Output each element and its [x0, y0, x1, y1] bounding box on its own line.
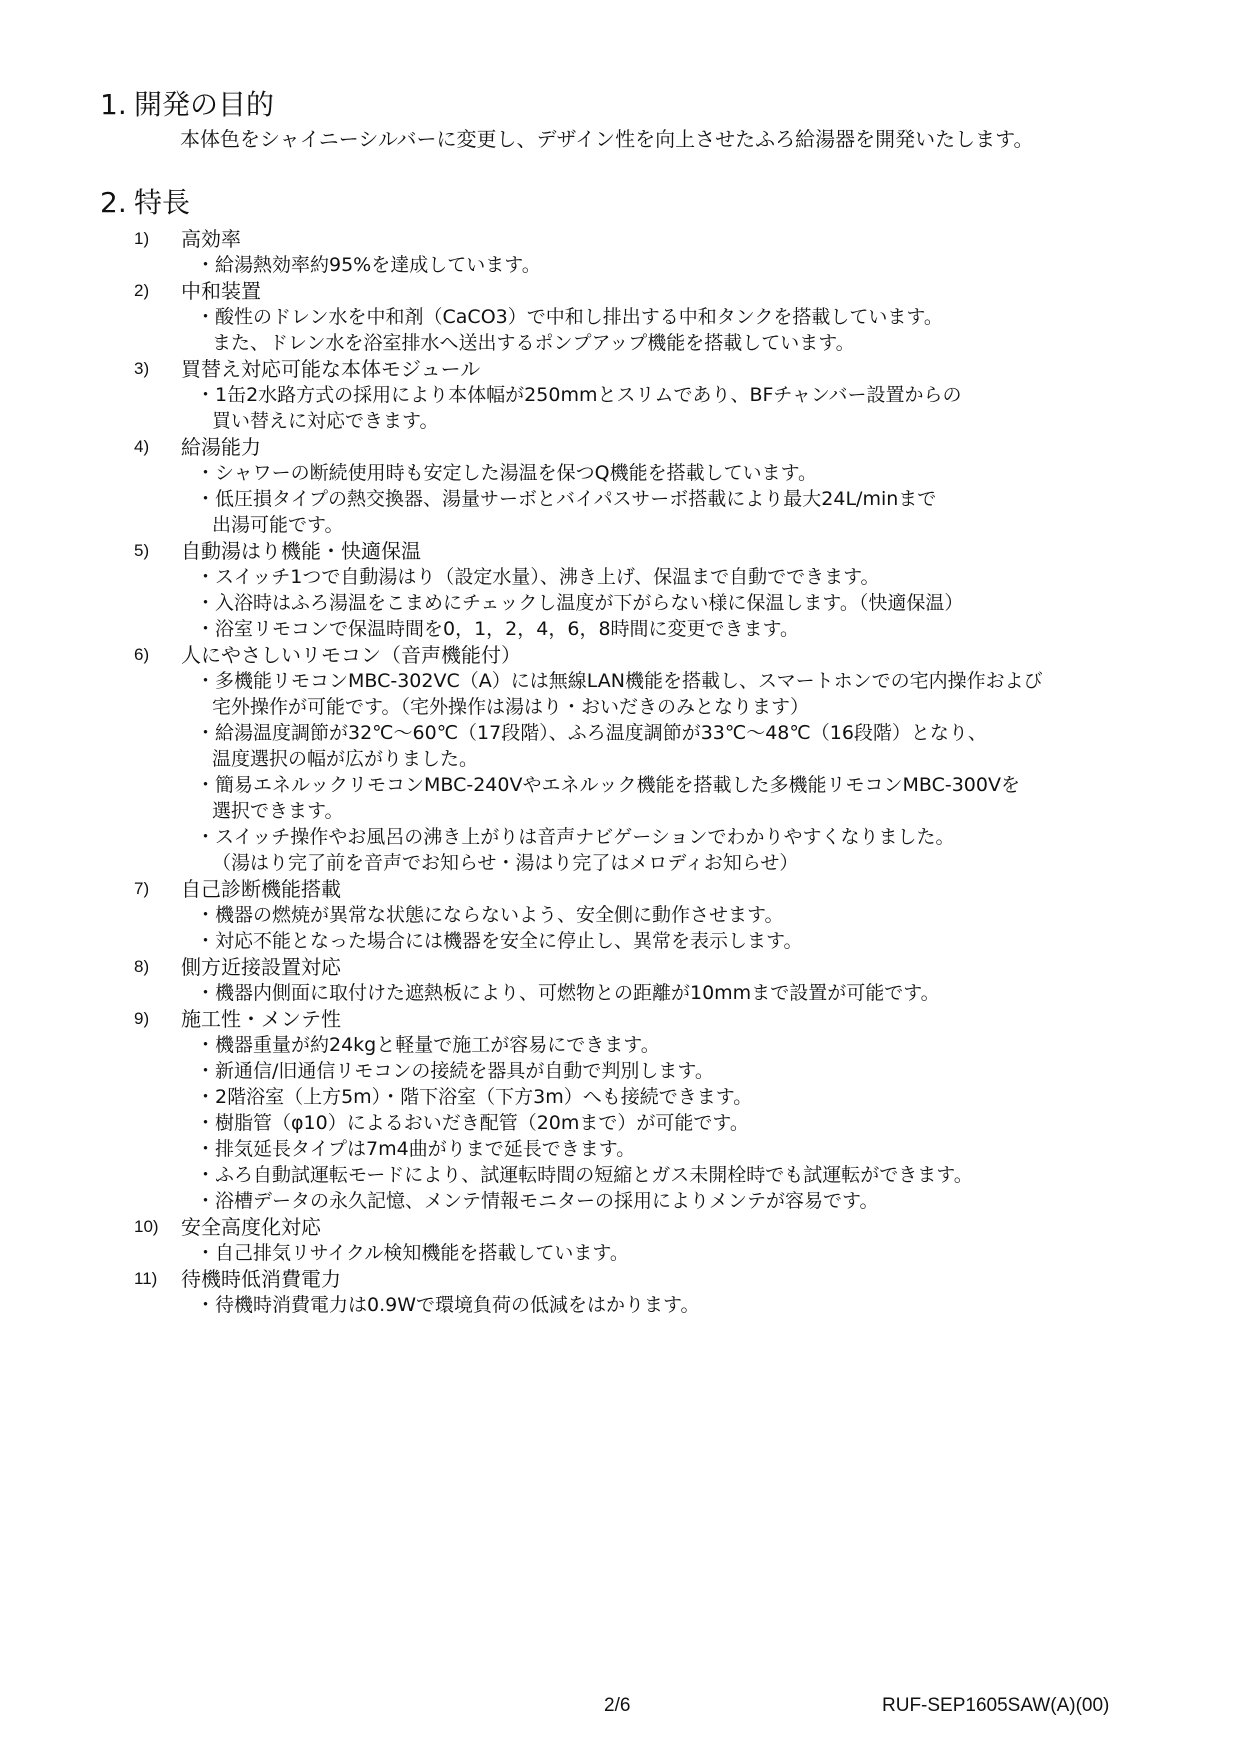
feature-bullet: ・酸性のドレン水を中和剤（CaCO3）で中和し排出する中和タンクを搭載しています。	[196, 306, 943, 328]
feature-number: 2)	[134, 281, 150, 300]
feature-number: 6)	[134, 645, 150, 664]
feature-title: 待機時低消費電力	[181, 1267, 341, 1291]
section-title: 開発の目的	[134, 88, 275, 121]
feature-number: 5)	[134, 541, 150, 560]
feature-title: 高効率	[181, 227, 241, 251]
feature-bullet: ・機器内側面に取付けた遮熱板により、可燃物との距離が10mmまで設置が可能です。	[196, 982, 940, 1004]
feature-title: 側方近接設置対応	[181, 955, 341, 979]
feature-bullet: ・給湯温度調節が32℃～60℃（17段階）、ふろ温度調節が33℃～48℃（16段階）となり、	[196, 722, 987, 744]
feature-bullet: ・浴室リモコンで保温時間を0，1，2，4，6，8時間に変更できます。	[196, 618, 800, 640]
feature-bullet: ・給湯熱効率約95%を達成しています。	[196, 254, 541, 276]
purpose-text: 本体色をシャイニーシルバーに変更し、デザイン性を向上させたふろ給湯器を開発いたします。	[180, 127, 1034, 151]
feature-number: 4)	[134, 437, 150, 456]
feature-number: 3)	[134, 359, 150, 378]
feature-bullet: ・簡易エネルックリモコンMBC-240Vやエネルック機能を搭載した多機能リモコンMBC-300Vを	[196, 774, 1020, 796]
section-number: 1.	[100, 88, 127, 121]
feature-bullet-continuation: 温度選択の幅が広がりました。	[212, 748, 479, 770]
feature-bullet: ・浴槽データの永久記憶、メンテ情報モニターの採用によりメンテが容易です。	[196, 1190, 879, 1212]
feature-bullet-continuation: （湯はり完了前を音声でお知らせ・湯はり完了はメロディお知らせ）	[212, 852, 799, 874]
feature-bullet: ・スイッチ1つで自動湯はり（設定水量）、沸き上げ、保温まで自動でできます。	[196, 566, 880, 588]
feature-title: 自動湯はり機能・快適保温	[181, 539, 421, 563]
feature-number: 8)	[134, 957, 150, 976]
feature-bullet: ・自己排気リサイクル検知機能を搭載しています。	[196, 1242, 629, 1264]
feature-number: 7)	[134, 879, 150, 898]
feature-bullet: ・新通信/旧通信リモコンの接続を器具が自動で判別します。	[196, 1060, 714, 1082]
section-title: 特長	[134, 186, 191, 219]
feature-bullet: ・スイッチ操作やお風呂の沸き上がりは音声ナビゲーションでわかりやすくなりました。	[196, 826, 955, 848]
feature-bullet: ・対応不能となった場合には機器を安全に停止し、異常を表示します。	[196, 930, 803, 952]
feature-bullet-continuation: 選択できます。	[212, 800, 344, 822]
feature-number: 9)	[134, 1009, 150, 1028]
feature-title: 給湯能力	[181, 435, 261, 459]
feature-bullet-continuation: また、ドレン水を浴室排水へ送出するポンプアップ機能を搭載しています。	[212, 332, 855, 354]
feature-title: 買替え対応可能な本体モジュール	[181, 357, 481, 381]
feature-bullet: ・待機時消費電力は0.9Wで環境負荷の低減をはかります。	[196, 1294, 700, 1316]
feature-bullet: ・多機能リモコンMBC-302VC（A）には無線LAN機能を搭載し、スマートホンでの宅内操作および	[196, 670, 1043, 692]
feature-number: 11)	[134, 1269, 158, 1288]
feature-bullet-continuation: 買い替えに対応できます。	[212, 410, 439, 432]
page-number: 2/6	[604, 1695, 631, 1716]
feature-bullet: ・樹脂管（φ10）によるおいだき配管（20mまで）が可能です。	[196, 1112, 749, 1134]
feature-bullet: ・機器重量が約24kgと軽量で施工が容易にできます。	[196, 1034, 660, 1056]
feature-title: 中和装置	[181, 279, 261, 303]
feature-title: 人にやさしいリモコン（音声機能付）	[181, 643, 521, 667]
section-heading-purpose	[100, 88, 274, 122]
section-heading-features	[100, 186, 190, 220]
feature-bullet-continuation: 宅外操作が可能です。（宅外操作は湯はり・おいだきのみとなります）	[212, 696, 809, 718]
feature-bullet: ・ふろ自動試運転モードにより、試運転時間の短縮とガス未開栓時でも試運転ができます。	[196, 1164, 973, 1186]
feature-bullet: ・2階浴室（上方5m）・階下浴室（下方3m）へも接続できます。	[196, 1086, 753, 1108]
feature-bullet-continuation: 出湯可能です。	[212, 514, 344, 536]
feature-title: 施工性・メンテ性	[181, 1007, 341, 1031]
feature-title: 安全高度化対応	[181, 1215, 321, 1239]
feature-number: 10)	[134, 1217, 159, 1236]
section-number: 2.	[100, 186, 127, 219]
feature-bullet: ・入浴時はふろ湯温をこまめにチェックし温度が下がらない様に保温します。（快適保温）	[196, 592, 964, 614]
feature-bullet: ・シャワーの断続使用時も安定した湯温を保つQ機能を搭載しています。	[196, 462, 818, 484]
feature-title: 自己診断機能搭載	[181, 877, 341, 901]
document-code: RUF-SEP1605SAW(A)(00)	[882, 1695, 1110, 1716]
feature-bullet: ・排気延長タイプは7m4曲がりまで延長できます。	[196, 1138, 636, 1160]
feature-bullet: ・1缶2水路方式の採用により本体幅が250mmとスリムであり、BFチャンバー設置からの	[196, 384, 962, 406]
feature-number: 1)	[134, 229, 150, 248]
feature-bullet: ・低圧損タイプの熱交換器、湯量サーボとバイパスサーボ搭載により最大24L/minまで	[196, 488, 937, 510]
feature-bullet: ・機器の燃焼が異常な状態にならないよう、安全側に動作させます。	[196, 904, 784, 926]
